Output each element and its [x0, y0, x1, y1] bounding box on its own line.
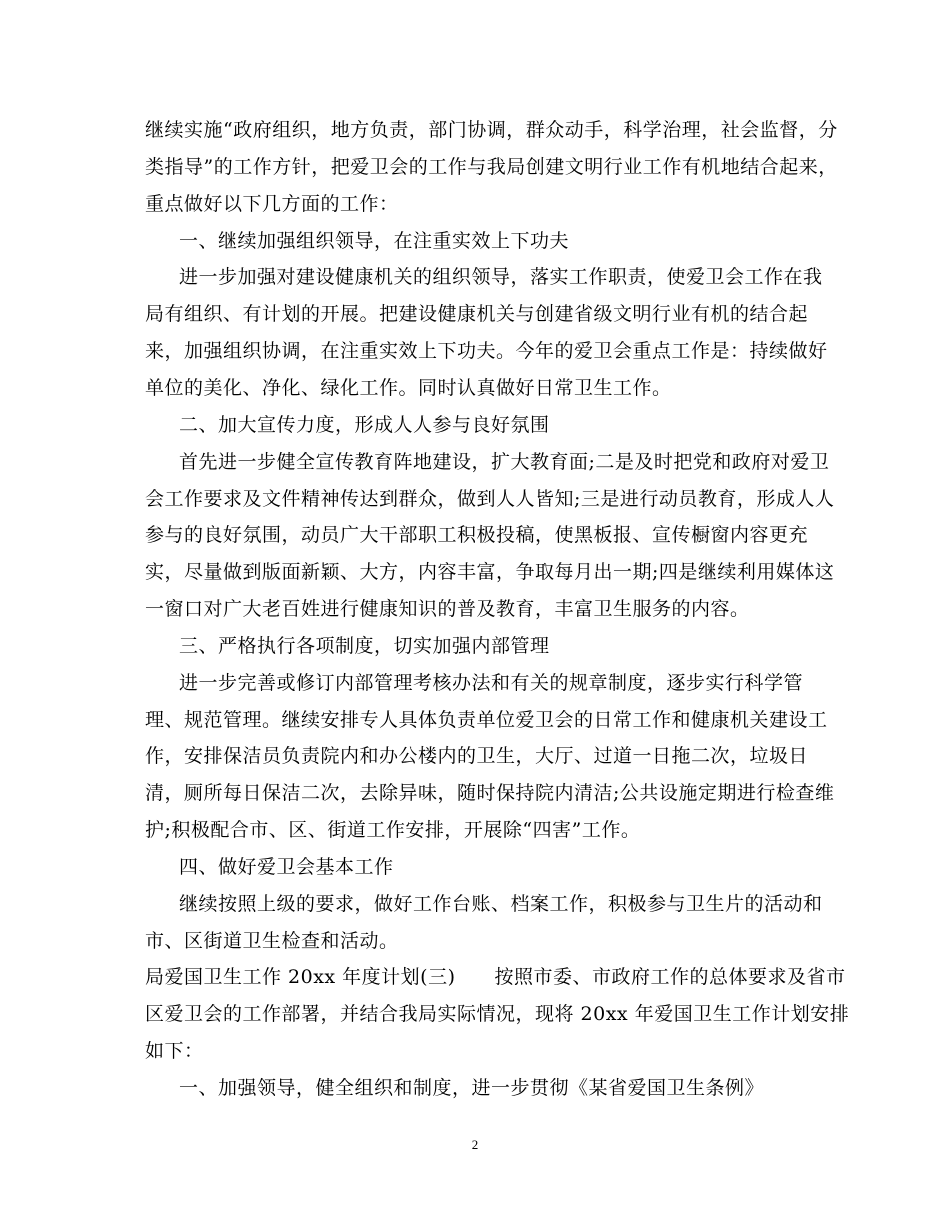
paragraph-line: 继续实施“政府组织，地方负责，部门协调，群众动手，科学治理，社会监督，分	[145, 119, 838, 141]
paragraph-line: 局爱国卫生工作 20xx 年度计划(三) 按照市委、市政府工作的总体要求及省市	[145, 966, 846, 988]
paragraph-line: 继续按照上级的要求，做好工作台账、档案工作，积极参与卫生片的活动和	[179, 893, 823, 915]
paragraph-line: 局有组织、有计划的开展。把建设健康机关与创建省级文明行业有机的结合起	[145, 303, 809, 325]
paragraph-line: 进一步完善或修订内部管理考核办法和有关的规章制度，逐步实行科学管	[179, 672, 804, 694]
section-heading: 一、加强领导，健全组织和制度，进一步贯彻《某省爱国卫生条例》	[179, 1077, 765, 1099]
paragraph-line: 类指导”的工作方针，把爱卫会的工作与我局创建文明行业工作有机地结合起来，	[145, 156, 838, 178]
paragraph-line: 会工作要求及文件精神传达到群众，做到人人皆知;三是进行动员教育，形成人人	[145, 488, 835, 510]
paragraph-line: 区爱卫会的工作部署，并结合我局实际情况，现将 20xx 年爱国卫生工作计划安排	[145, 1003, 850, 1025]
paragraph-line: 如下：	[145, 1040, 204, 1062]
paragraph-line: 实，尽量做到版面新颖、大方，内容丰富，争取每月出一期;四是继续利用媒体这	[145, 561, 835, 583]
section-heading: 二、加大宣传力度，形成人人参与良好氛围	[179, 414, 550, 436]
paragraph-line: 进一步加强对建设健康机关的组织领导，落实工作职责，使爱卫会工作在我	[179, 266, 823, 288]
section-heading: 一、继续加强组织领导，在注重实效上下功夫	[179, 230, 570, 252]
paragraph-line: 单位的美化、净化、绿化工作。同时认真做好日常卫生工作。	[145, 377, 672, 399]
paragraph-line: 护;积极配合市、区、街道工作安排，开展除“四害”工作。	[145, 819, 641, 841]
paragraph-line: 参与的良好氛围，动员广大干部职工积极投稿，使黑板报、宣传橱窗内容更充	[145, 524, 809, 546]
paragraph-line: 来，加强组织协调，在注重实效上下功夫。今年的爱卫会重点工作是：持续做好	[145, 340, 828, 362]
paragraph-line: 作，安排保洁员负责院内和办公楼内的卫生，大厅、过道一日拖二次，垃圾日	[145, 745, 809, 767]
paragraph-line: 首先进一步健全宣传教育阵地建设，扩大教育面;二是及时把党和政府对爱卫	[179, 451, 830, 473]
paragraph-line: 市、区街道卫生检查和活动。	[145, 930, 399, 952]
paragraph-line: 一窗口对广大老百姓进行健康知识的普及教育，丰富卫生服务的内容。	[145, 598, 750, 620]
section-heading: 三、严格执行各项制度，切实加强内部管理	[179, 635, 550, 657]
paragraph-line: 清，厕所每日保洁二次，去除异味，随时保持院内清洁;公共设施定期进行检查维	[145, 782, 835, 804]
paragraph-line: 理、规范管理。继续安排专人具体负责单位爱卫会的日常工作和健康机关建设工	[145, 709, 828, 731]
section-heading: 四、做好爱卫会基本工作	[179, 856, 394, 878]
page-number: 2	[471, 1137, 479, 1152]
paragraph-line: 重点做好以下几方面的工作：	[145, 193, 399, 215]
